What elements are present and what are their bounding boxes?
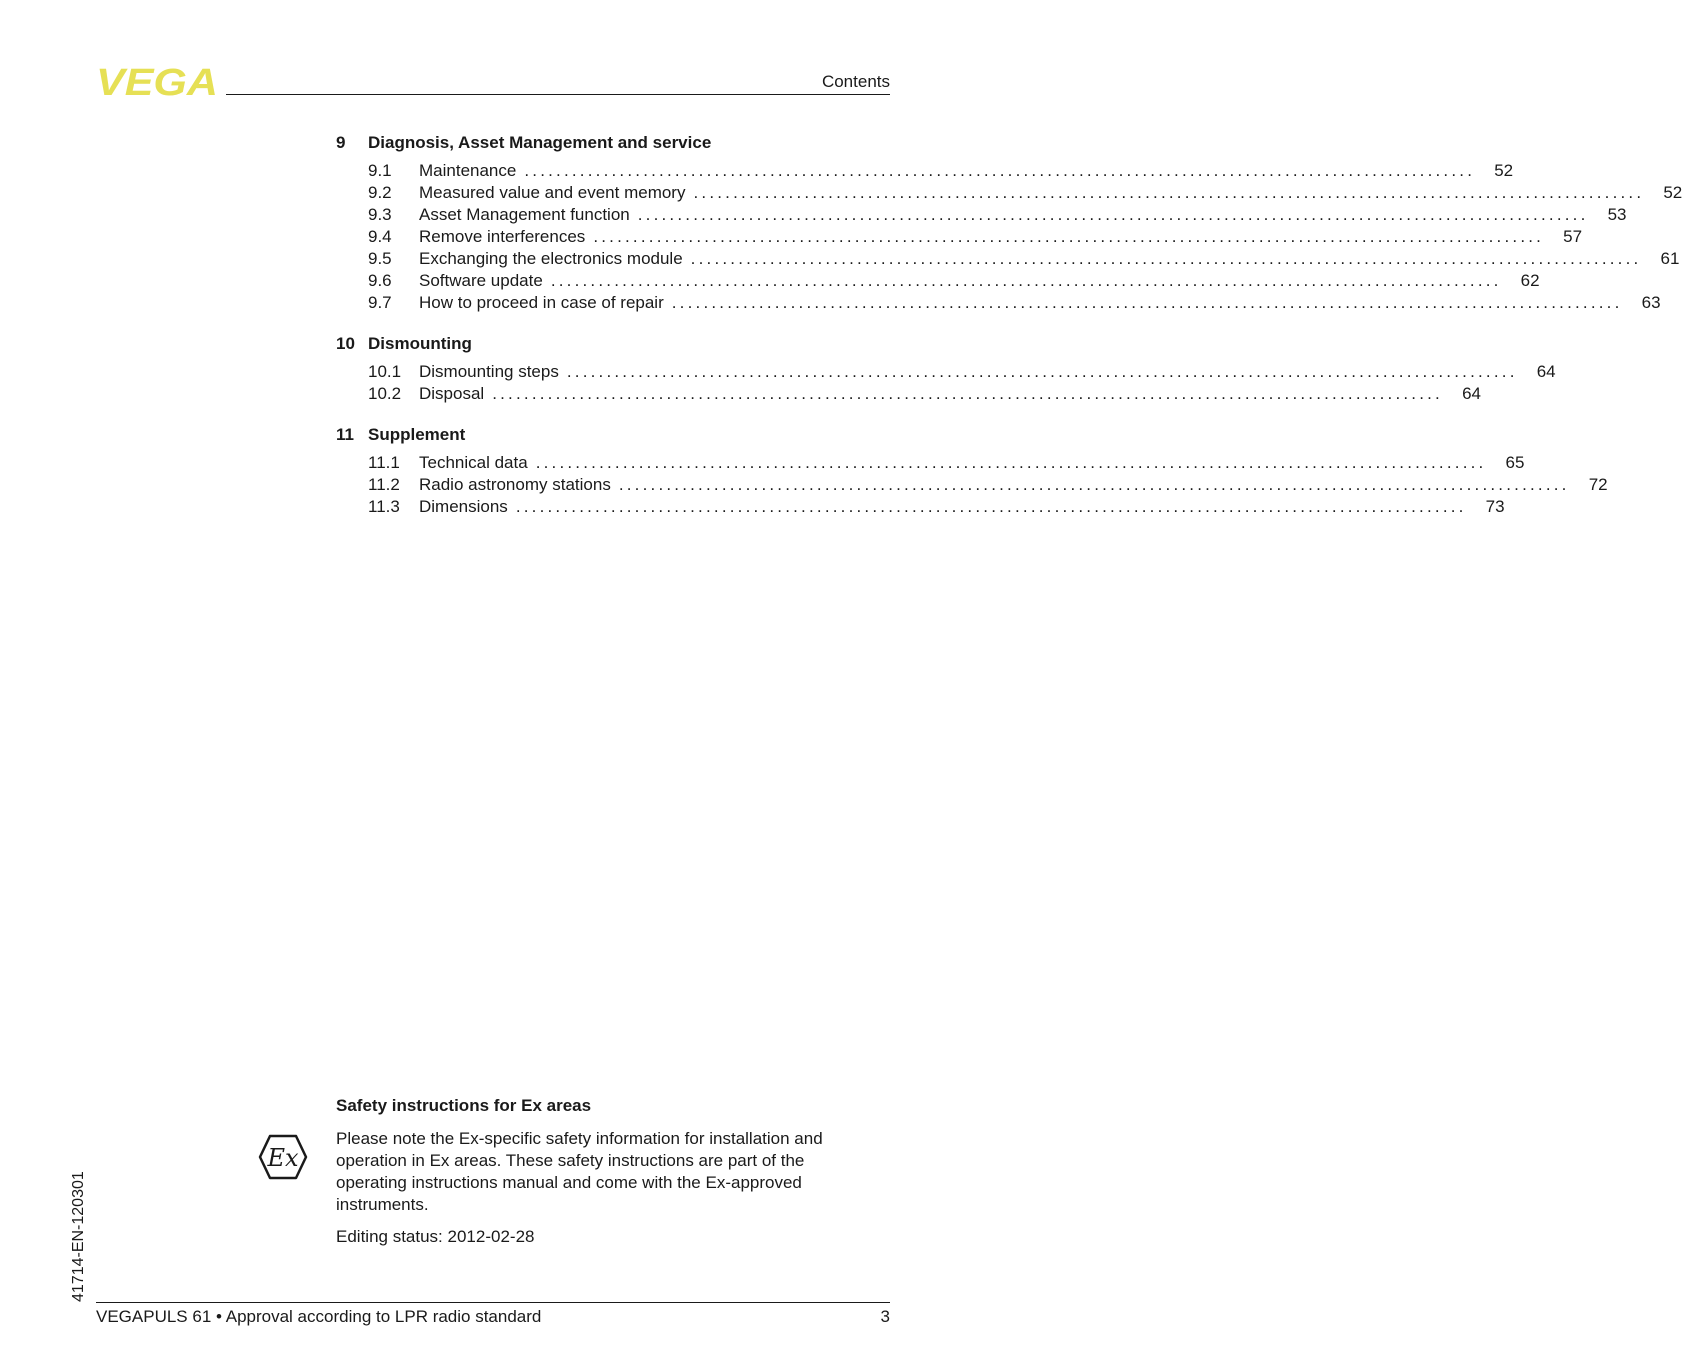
toc-chapter-title: Dismounting: [368, 334, 472, 353]
toc-entry-page: 53: [1607, 205, 1627, 224]
toc-entry-title: Asset Management function: [419, 205, 630, 224]
toc-entry-title: Disposal: [419, 384, 485, 403]
toc-entry[interactable]: [336, 292, 1661, 314]
toc-leader-dots: ........................................................................................................................: [637, 205, 1589, 224]
toc-entry[interactable]: [336, 248, 1680, 270]
toc-entry-number: 9.2: [368, 183, 392, 202]
toc-entry-number: 9.6: [368, 271, 392, 290]
editing-status-date: 2012-02-28: [447, 1227, 535, 1246]
toc-entry-title: Radio astronomy stations: [419, 475, 611, 494]
header-section-label: Contents: [821, 72, 890, 91]
toc-entry-page: 64: [1536, 362, 1556, 381]
toc-entry-page: 52: [1663, 183, 1682, 202]
toc-chapter-number: 11: [336, 425, 354, 444]
safety-title: Safety instructions for Ex areas: [336, 1096, 592, 1115]
footer-rule: [96, 1302, 890, 1303]
toc-entry[interactable]: [336, 160, 1514, 182]
footer-title: VEGAPULS 61 • Approval according to LPR radio standard: [96, 1307, 542, 1326]
document-code: 41714-EN-120301: [70, 1171, 87, 1302]
toc-entry-title: Software update: [419, 271, 543, 290]
logo-text: VEGA: [96, 62, 218, 104]
toc-chapter: [336, 333, 1556, 405]
toc-leader-dots: ........................................................................................................................: [593, 227, 1545, 246]
toc-chapter-heading[interactable]: [336, 333, 890, 355]
toc-leader-dots: ........................................................................................................................: [524, 161, 1476, 180]
toc-entry[interactable]: [336, 474, 1608, 496]
toc-entry-page: 57: [1563, 227, 1583, 246]
toc-leader-dots: ........................................................................................................................: [492, 384, 1443, 403]
toc-entry-number: 11.3: [368, 497, 400, 516]
toc-entry[interactable]: [336, 204, 1627, 226]
toc-entry[interactable]: [336, 361, 1556, 383]
toc-leader-dots: ........................................................................................................................: [693, 183, 1645, 202]
toc-entry[interactable]: [336, 182, 1682, 204]
toc-entry[interactable]: [336, 270, 1540, 292]
toc-entry-number: 10.2: [368, 384, 402, 403]
toc-entry-page: 65: [1505, 453, 1525, 472]
toc-chapter-title: Supplement: [368, 425, 466, 444]
toc-entry-number: 9.1: [368, 161, 392, 180]
toc-leader-dots: ........................................................................................................................: [535, 453, 1487, 472]
toc-entry-number: 9.4: [368, 227, 392, 246]
ex-icon-text: Ex: [267, 1144, 299, 1172]
toc-entry-title: Technical data: [419, 453, 528, 472]
toc-chapter-heading[interactable]: [336, 132, 890, 154]
toc-entry[interactable]: [336, 452, 1525, 474]
toc-entry[interactable]: [336, 496, 1505, 518]
header-rule: [226, 94, 890, 95]
toc-entry-page: 63: [1641, 293, 1661, 312]
toc-leader-dots: ........................................................................................................................: [566, 362, 1518, 381]
toc-entry-number: 11.1: [368, 453, 400, 472]
footer-page-number: 3: [880, 1307, 890, 1326]
toc-entry-number: 9.3: [368, 205, 392, 224]
vega-logo: [96, 62, 220, 104]
toc-entry[interactable]: [336, 226, 1583, 248]
toc-chapter-number: 9: [336, 133, 346, 152]
toc-leader-dots: ........................................................................................................................: [671, 293, 1623, 312]
toc-chapter: [336, 424, 1608, 518]
editing-status: [336, 1227, 534, 1247]
toc-entry-page: 62: [1520, 271, 1540, 290]
toc-entry-number: 11.2: [368, 475, 400, 494]
toc-entry-page: 52: [1494, 161, 1514, 180]
toc-chapter-title: Diagnosis, Asset Management and service: [368, 133, 712, 152]
table-of-contents: [336, 132, 1682, 537]
toc-entry-page: 61: [1660, 249, 1680, 268]
toc-chapter: [336, 132, 1682, 314]
toc-entry[interactable]: [336, 383, 1481, 405]
toc-entry-page: 72: [1588, 475, 1608, 494]
toc-entry-number: 9.5: [368, 249, 392, 268]
toc-leader-dots: ........................................................................................................................: [515, 497, 1467, 516]
ex-icon: [258, 1134, 308, 1180]
toc-chapter-number: 10: [336, 334, 355, 353]
toc-chapter-heading[interactable]: [336, 424, 890, 446]
toc-entry-title: Maintenance: [419, 161, 517, 180]
toc-entry-page: 73: [1485, 497, 1505, 516]
toc-entry-title: Exchanging the electronics module: [419, 249, 683, 268]
toc-entry-title: Dimensions: [419, 497, 508, 516]
toc-leader-dots: ........................................................................................................................: [690, 249, 1642, 268]
toc-entry-number: 9.7: [368, 293, 392, 312]
toc-entry-number: 10.1: [368, 362, 402, 381]
toc-entry-title: Remove interferences: [419, 227, 586, 246]
toc-leader-dots: ........................................................................................................................: [618, 475, 1570, 494]
editing-status-label: Editing status:: [336, 1227, 443, 1246]
toc-leader-dots: ........................................................................................................................: [550, 271, 1502, 290]
toc-entry-page: 64: [1462, 384, 1481, 403]
toc-entry-title: Measured value and event memory: [419, 183, 686, 202]
toc-entry-title: Dismounting steps: [419, 362, 559, 381]
safety-text: Please note the Ex-specific safety information for installation and operation in Ex areas. These safety instructions are part of the operating instructions manual and come with the Ex-approved instruments.: [336, 1129, 823, 1214]
toc-entry-title: How to proceed in case of repair: [419, 293, 664, 312]
